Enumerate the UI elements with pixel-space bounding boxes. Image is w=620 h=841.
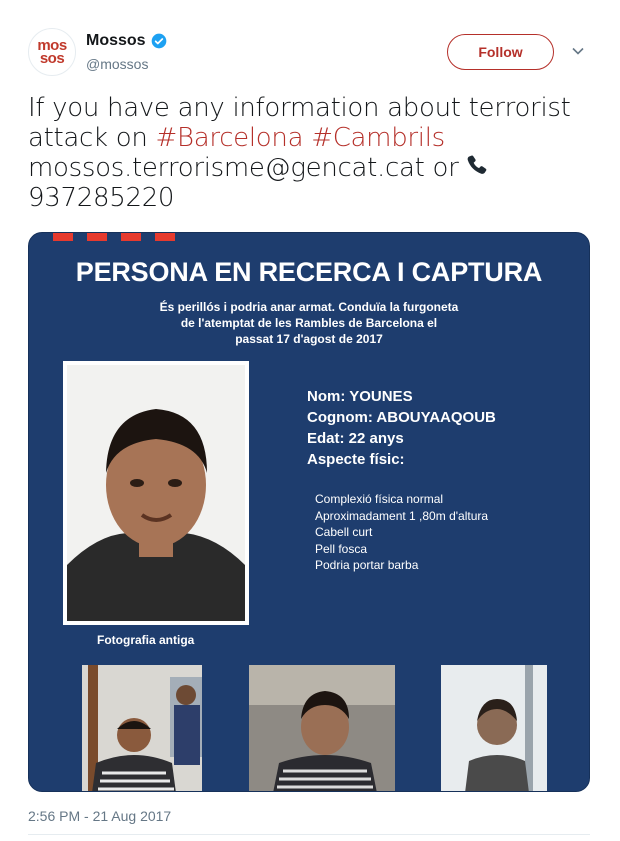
verified-badge-icon [151,33,167,49]
tweet-media-image[interactable] [28,232,590,792]
author-name-row[interactable] [86,32,167,50]
avatar-text-bottom: sos [39,50,65,67]
physical-traits-list [315,491,488,574]
portrait-illustration [67,365,245,621]
red-stripe [87,233,107,241]
poster-description-line: de l'atemptat de les Rambles de Barcelona el [180,316,438,330]
suspect-portrait-photo [63,361,249,625]
hashtag-cambrils-link[interactable]: #Cambrils [311,123,445,153]
detail-age: Edat: 22 anys [307,430,404,447]
tweet-timestamp[interactable]: 2:56 PM - 21 Aug 2017 [28,808,172,824]
trait-item: Podria portar barba [315,558,419,572]
hashtag-barcelona-link[interactable]: #Barcelona [155,123,304,153]
cctv-photo-2 [249,665,395,792]
trait-item: Pell fosca [315,541,368,556]
poster-title: PERSONA EN RECERCA I CAPTURA [75,257,543,287]
detail-surname: Cognom: ABOUYAAQOUB [307,409,496,426]
chevron-down-icon[interactable] [572,46,584,56]
cctv-photo-1 [82,665,202,792]
suspect-details [307,386,496,470]
tweet-line-2-prefix: attack on [28,123,156,153]
hashtag-separator [303,123,311,153]
poster-description [89,299,529,347]
tweet-line-2 [28,123,588,153]
avatar[interactable] [28,28,76,76]
trait-item: Complexió física normal [315,492,444,506]
trait-item: Cabell curt [315,525,373,539]
avatar-text-top: mos [37,37,67,54]
poster-description-line: És perillós i podria anar armat. Conduïa la furgoneta [159,300,459,314]
display-name[interactable]: Mossos [86,32,146,49]
cctv-photo-3 [441,665,547,792]
tweet-line-1: If you have any information about terrorist [28,93,571,123]
photo-caption: Fotografia antiga [97,633,195,647]
tweet-line-3 [28,153,588,183]
footer-divider [28,834,590,835]
detail-name: Nom: YOUNES [307,388,413,405]
email-text: mossos.terrorisme@gencat.cat or [28,153,459,183]
red-stripe [53,233,73,241]
red-stripe [155,233,175,241]
author-handle[interactable]: @mossos [86,56,149,72]
tweet-line-4: 937285220 [28,183,175,213]
tweet-text [28,93,588,213]
trait-item: Aproximadament 1 ,80m d'altura [315,508,489,523]
detail-appearance-heading: Aspecte físic: [307,451,405,468]
follow-button[interactable]: Follow [447,34,554,70]
red-stripe [121,233,141,241]
poster-description-line: passat 17 d'agost de 2017 [235,332,383,346]
telephone-icon [464,153,490,179]
